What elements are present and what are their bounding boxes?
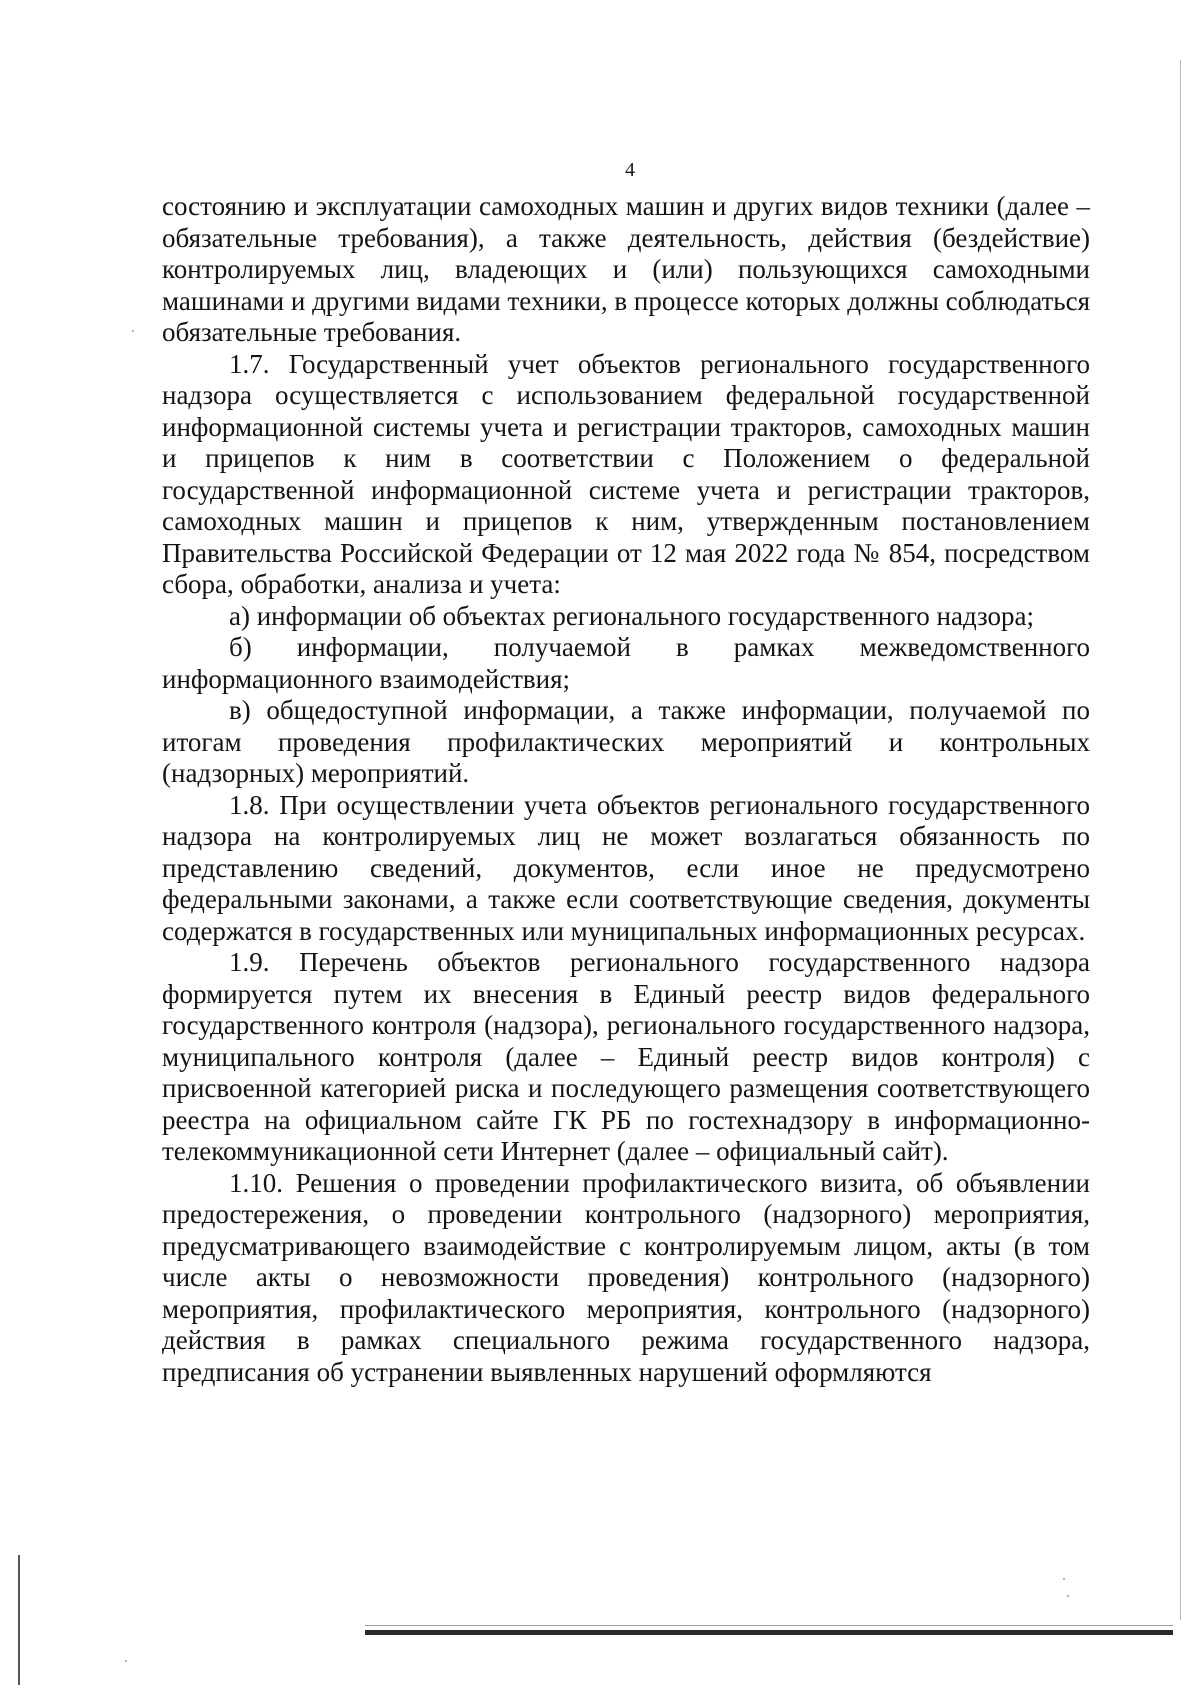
scan-bottom-line (365, 1625, 1173, 1626)
paragraph-1-7: 1.7. Государственный учет объектов регионального государственного надзора осуществляется с использованием федеральной государственной информационной системы учета и регистрации тракторов, самоходных машин и прицепов к ним в соответствии с Положением о федеральной государственной информационной системе учета и регистрации тракторов, самоходных машин и прицепов к ним, утвержденным постановлением Правительства Российской Федерации от 12 мая 2022 года № 854, посредством сбора, обработки, анализа и учета: (162, 348, 1090, 599)
scan-speck (125, 1660, 127, 1662)
scan-edge-line (1180, 60, 1181, 1620)
scan-speck (1067, 1595, 1069, 1597)
paragraph-1-8: 1.8. При осуществлении учета объектов регионального государственного надзора на контролируемых лиц не может возлагаться обязанность по представлению сведений, документов, если иное не предусмотрено федеральными законами, а также если соответствующие сведения, документы содержатся в государственных или муниципальных информационных ресурсах. (162, 789, 1090, 946)
scan-speck (1063, 1578, 1065, 1580)
paragraph-1-9: 1.9. Перечень объектов регионального государственного надзора формируется путем их внесения в Единый реестр видов федерального государственного контроля (надзора), регионального государственного надзора, муниципального контроля (далее – Единый реестр видов контроля) с присвоенной категорией риска и последующего размещения соответствующего реестра на официальном сайте ГК РБ по гостехнадзору в информационно-телекоммуникационной сети Интернет (далее – официальный сайт). (162, 947, 1090, 1166)
list-item-a: а) информации об объектах регионального государственного надзора; (229, 600, 1035, 631)
document-body (162, 191, 1090, 1388)
list-item-v: в) общедоступной информации, а также информации, получаемой по итогам проведения профилактических мероприятий и контрольных (надзорных) мероприятий. (162, 695, 1090, 788)
paragraph-1-10: 1.10. Решения о проведении профилактического визита, об объявлении предостережения, о проведении контрольного (надзорного) мероприятия, предусматривающего взаимодействие с контролируемым лицом, акты (в том числе акты о невозможности проведения) контрольного (надзорного) мероприятия, профилактического мероприятия, контрольного (надзорного) действия в рамках специального режима государственного надзора, предписания об устранении выявленных нарушений оформляются (162, 1167, 1090, 1387)
scan-speck (132, 330, 134, 332)
scan-margin-mark (18, 1555, 20, 1685)
page-number: 4 (625, 159, 635, 181)
list-item-b: б) информации, получаемой в рамках межведомственного информационного взаимодействия; (162, 632, 1090, 694)
paragraph-continuation: состоянию и эксплуатации самоходных машин и других видов техники (далее – обязательные требования), а также деятельность, действия (бездействие) контролируемых лиц, владеющих и (или) пользующихся самоходными машинами и другими видами техники, в процессе которых должны соблюдаться обязательные требования. (162, 191, 1090, 347)
scan-bottom-bar (365, 1630, 1173, 1635)
